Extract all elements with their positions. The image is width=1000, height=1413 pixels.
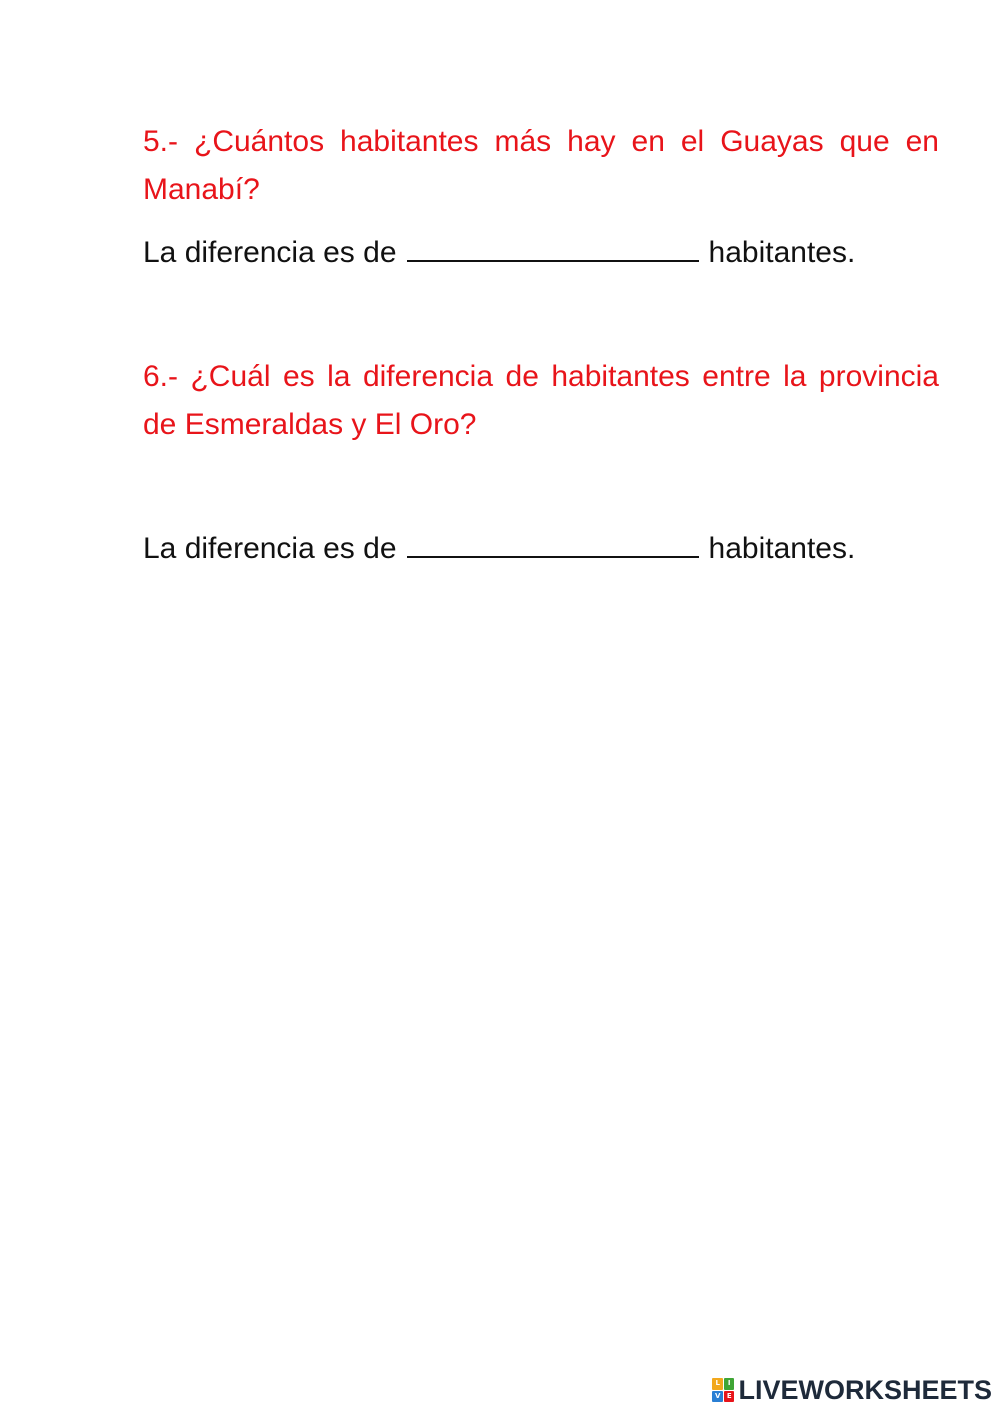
logo-mark-cell: E	[724, 1391, 735, 1403]
answer-prefix: La diferencia es de	[143, 236, 397, 269]
question-5-prompt: 5.- ¿Cuántos habitantes más hay en el Guayas que en Manabí?	[143, 125, 939, 206]
question-5-answer-line	[143, 233, 943, 273]
question-6-answer-blank[interactable]	[407, 530, 699, 558]
answer-suffix: habitantes.	[708, 236, 856, 269]
liveworksheets-logo-icon	[712, 1378, 734, 1402]
logo-mark-cell: V	[712, 1391, 723, 1403]
logo-mark-cell: I	[724, 1378, 735, 1390]
question-5-answer-blank[interactable]	[407, 234, 699, 262]
liveworksheets-logo	[712, 1373, 992, 1407]
answer-suffix: habitantes.	[708, 532, 856, 565]
question-6-prompt: 6.- ¿Cuál es la diferencia de habitantes entre la provincia de Esmeraldas y El Oro?	[143, 360, 939, 441]
logo-wordmark: LIVEWORKSHEETS	[738, 1375, 992, 1405]
logo-mark-cell: L	[712, 1378, 723, 1390]
question-6-answer-line	[143, 529, 943, 569]
answer-prefix: La diferencia es de	[143, 532, 397, 565]
